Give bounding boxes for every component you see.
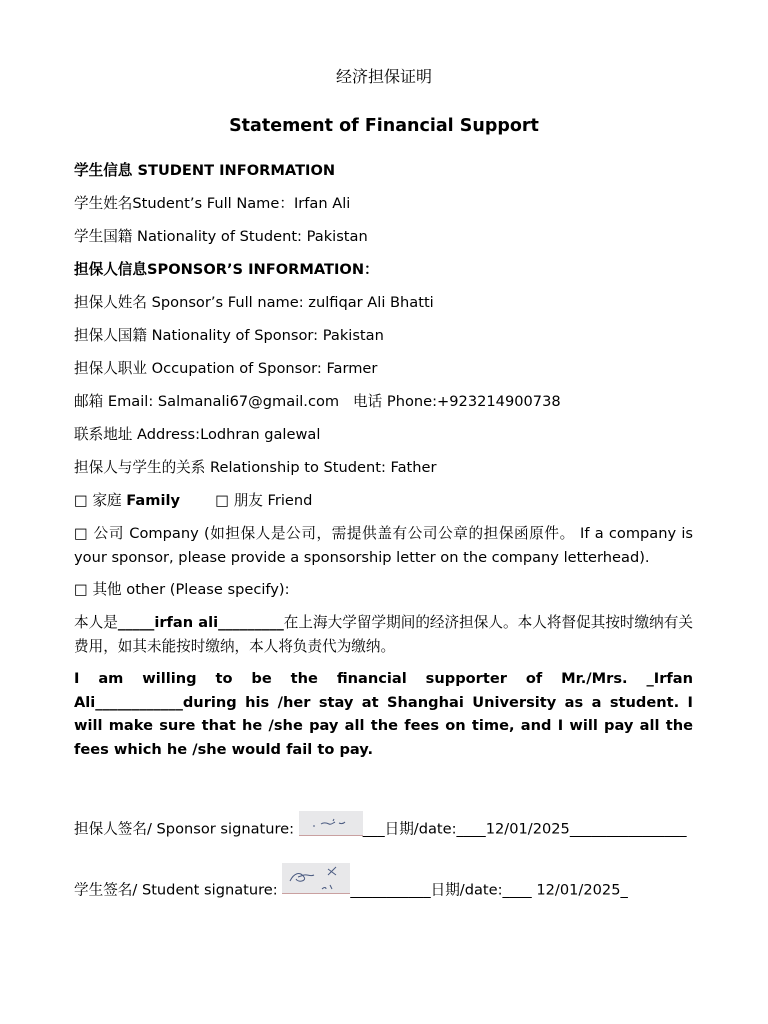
relationship-label-cn: 担保人与学生的关系 bbox=[74, 459, 206, 476]
student-name-label: Student’s Full Name： bbox=[132, 195, 294, 212]
sponsor-nationality-label-cn: 担保人国籍 bbox=[74, 327, 147, 344]
sponsor-address-line bbox=[74, 425, 320, 445]
company-option bbox=[74, 522, 693, 569]
sponsor-phone-label-cn: 电话 bbox=[353, 393, 383, 410]
sponsor-address-value: Lodhran galewal bbox=[200, 426, 321, 443]
sponsor-info-heading bbox=[74, 260, 379, 280]
family-label-cn: 家庭 bbox=[92, 492, 122, 509]
company-label-cn: 公司 bbox=[93, 525, 125, 542]
sponsor-nationality-value: Pakistan bbox=[322, 327, 384, 344]
sponsor-relationship-line bbox=[74, 458, 436, 478]
company-text: Company (如担保人是公司，需提供盖有公司公章的担保函原件。 If a company is your sponsor, please provide a sponsorship letter on the company letterhead). bbox=[74, 525, 694, 566]
sponsor-name-label-cn: 担保人姓名 bbox=[74, 294, 147, 311]
student-signature-image bbox=[282, 863, 350, 894]
relationship-options-line bbox=[74, 491, 312, 511]
relationship-value: Father bbox=[390, 459, 437, 476]
other-label-cn: 其他 bbox=[92, 581, 122, 598]
sponsor-occupation-label: Occupation of Sponsor: bbox=[151, 360, 327, 377]
student-name-value: Irfan Ali bbox=[293, 195, 351, 212]
friend-label-cn: 朋友 bbox=[233, 492, 263, 509]
declaration-chinese bbox=[74, 611, 693, 658]
sponsor-signature-date: ___日期/date:____12/01/2025________________ bbox=[362, 820, 687, 838]
sponsor-signature-label: / Sponsor signature: bbox=[146, 820, 299, 838]
sponsor-email-label-cn: 邮箱 bbox=[74, 393, 104, 410]
declaration-english: I am willing to be the financial supporter of Mr./Mrs. _Irfan Ali____________during his /her stay at Shanghai University as a student. I will make sure that he /she pay all the fees on time, and I will pay all the fees which he /she would fail to pay. bbox=[74, 670, 693, 758]
family-label: Family bbox=[126, 492, 180, 509]
sponsor-name-line bbox=[74, 293, 434, 313]
student-signature-line bbox=[74, 875, 628, 906]
student-name-label-cn: 学生姓名 bbox=[74, 195, 133, 212]
sponsor-nationality-label: Nationality of Sponsor: bbox=[151, 327, 323, 344]
sponsor-info-heading-en: SPONSOR’S INFORMATION： bbox=[146, 261, 379, 278]
student-name-line bbox=[74, 194, 350, 214]
family-checkbox[interactable]: □ bbox=[74, 492, 88, 509]
declaration-cn-name: _____irfan ali_________ bbox=[117, 614, 284, 631]
student-info-heading bbox=[74, 161, 335, 181]
other-checkbox[interactable]: □ bbox=[74, 581, 88, 598]
sponsor-name-label: Sponsor’s Full name: bbox=[151, 294, 309, 311]
student-nationality-line bbox=[74, 227, 368, 247]
student-signature-date: ___________日期/date:____ 12/01/2025_ bbox=[350, 881, 628, 899]
declaration-cn-rest: 在上海大学留学期间的经济担保人。本人将督促其按时缴纳有关费用，如其未能按时缴纳，本人将负责代为缴纳。 bbox=[74, 614, 693, 655]
student-info-heading-en: STUDENT INFORMATION bbox=[137, 162, 336, 179]
student-nationality-value: Pakistan bbox=[306, 228, 368, 245]
document-title-chinese: 经济担保证明 bbox=[335, 67, 432, 86]
sponsor-info-heading-cn: 担保人信息 bbox=[74, 261, 147, 278]
sponsor-email-label: Email: bbox=[107, 393, 158, 410]
relationship-label: Relationship to Student: bbox=[210, 459, 391, 476]
sponsor-nationality-line bbox=[74, 326, 384, 346]
sponsor-address-label: Address: bbox=[137, 426, 201, 443]
sponsor-signature-label-cn: 担保人签名 bbox=[74, 820, 147, 838]
other-label: other (Please specify): bbox=[126, 581, 290, 598]
sponsor-phone-label: Phone: bbox=[386, 393, 438, 410]
student-nationality-label: Nationality of Student: bbox=[137, 228, 307, 245]
sponsor-address-label-cn: 联系地址 bbox=[74, 426, 133, 443]
sponsor-occupation-line bbox=[74, 359, 377, 379]
sponsor-phone-value: +923214900738 bbox=[437, 393, 561, 410]
document-title: Statement of Financial Support bbox=[229, 116, 539, 136]
friend-label: Friend bbox=[267, 492, 313, 509]
student-signature-label-cn: 学生签名 bbox=[74, 881, 133, 899]
sponsor-occupation-value: Farmer bbox=[326, 360, 378, 377]
company-checkbox[interactable]: □ bbox=[74, 525, 89, 542]
sponsor-email-value: Salmanali67@gmail.com bbox=[157, 393, 340, 410]
sponsor-name-value: zulfiqar Ali Bhatti bbox=[308, 294, 434, 311]
student-nationality-label-cn: 学生国籍 bbox=[74, 228, 133, 245]
sponsor-contact-line bbox=[74, 392, 561, 412]
other-option bbox=[74, 580, 290, 600]
sponsor-occupation-label-cn: 担保人职业 bbox=[74, 360, 147, 377]
student-info-heading-cn: 学生信息 bbox=[74, 162, 133, 179]
declaration-cn-prefix: 本人是 bbox=[74, 614, 118, 631]
sponsor-signature-image bbox=[299, 811, 363, 836]
friend-checkbox[interactable]: □ bbox=[215, 492, 230, 509]
sponsor-signature-line bbox=[74, 817, 687, 842]
student-signature-label: / Student signature: bbox=[132, 881, 283, 899]
